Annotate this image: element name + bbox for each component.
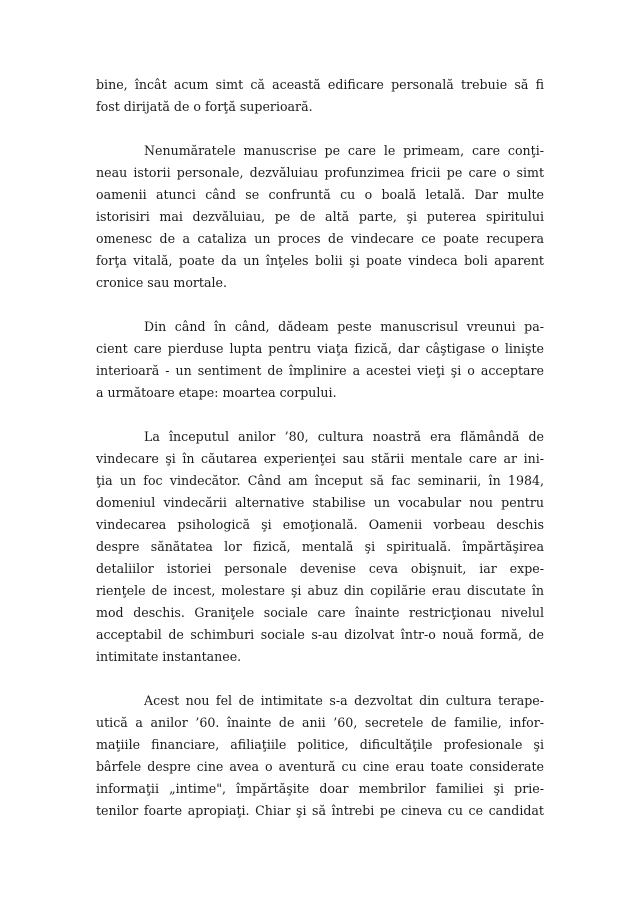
text-line: fost dirijată de o forţă superioară. — [96, 99, 313, 114]
text-line: mod deschis. Graniţele sociale care înainte restricţionau nivelul — [96, 605, 544, 620]
text-line: La începutul anilor ’80, cultura noastră era flămândă de — [144, 429, 544, 444]
text-line: bine, încât acum simt că această edificare personală trebuie să fi — [96, 77, 544, 92]
paragraph-5 — [96, 690, 544, 822]
document-page — [96, 74, 544, 844]
text-line: tenilor foarte apropiaţi. Chiar şi să întrebi pe cineva cu ce candidat — [96, 803, 544, 818]
text-line: interioară - un sentiment de împlinire a acestei vieţi şi o acceptare — [96, 363, 544, 378]
text-line: acceptabil de schimburi sociale s-au dizolvat într-o nouă formă, de — [96, 627, 544, 642]
text-line: domeniul vindecării alternative stabilise un vocabular nou pentru — [96, 495, 544, 510]
text-line: utică a anilor ’60. înainte de anii ’60, secretele de familie, infor- — [96, 715, 544, 730]
text-line: Din când în când, dădeam peste manuscrisul vreunui pa- — [144, 319, 544, 334]
text-line: Nenumăratele manuscrise pe care le primeam, care conţi- — [144, 143, 544, 158]
text-line: oamenii atunci când se confruntă cu o boală letală. Dar multe — [96, 187, 544, 202]
text-line: ţia un foc vindecător. Când am început să fac seminarii, în 1984, — [96, 473, 544, 488]
text-line: cronice sau mortale. — [96, 275, 227, 290]
paragraph-4 — [96, 426, 544, 668]
paragraph-3 — [96, 316, 544, 404]
text-line: intimitate instantanee. — [96, 649, 242, 664]
text-line: istorisiri mai dezvăluiau, pe de altă parte, şi puterea spiritului — [96, 209, 544, 224]
text-line: vindecare şi în căutarea experienţei sau stării mentale care ar ini- — [96, 451, 544, 466]
text-line: omenesc de a cataliza un proces de vindecare ce poate recupera — [96, 231, 544, 246]
text-line: bârfele despre cine avea o aventură cu cine erau toate considerate — [96, 759, 544, 774]
text-line: maţiile financiare, afiliaţiile politice, dificultăţile profesionale şi — [96, 737, 544, 752]
text-line: cient care pierduse lupta pentru viaţa fizică, dar câştigase o linişte — [96, 341, 544, 356]
text-line: a următoare etape: moartea corpului. — [96, 385, 337, 400]
text-line: Acest nou fel de intimitate s-a dezvoltat din cultura terape- — [144, 693, 544, 708]
text-line: forţa vitală, poate da un înţeles bolii şi poate vindeca boli aparent — [96, 253, 544, 268]
text-line: neau istorii personale, dezvăluiau profunzimea fricii pe care o simt — [96, 165, 544, 180]
paragraph-2 — [96, 140, 544, 294]
paragraph-1 — [96, 74, 544, 118]
text-line: informaţii „intime", împărtăşite doar membrilor familiei şi prie- — [96, 781, 544, 796]
text-line: despre sănătatea lor fizică, mentală şi spirituală. împărtăşirea — [96, 539, 544, 554]
text-line: vindecarea psihologică şi emoţională. Oamenii vorbeau deschis — [96, 517, 544, 532]
text-line: rienţele de incest, molestare şi abuz din copilărie erau discutate în — [96, 583, 544, 598]
text-line: detaliilor istoriei personale devenise ceva obişnuit, iar expe- — [96, 561, 544, 576]
